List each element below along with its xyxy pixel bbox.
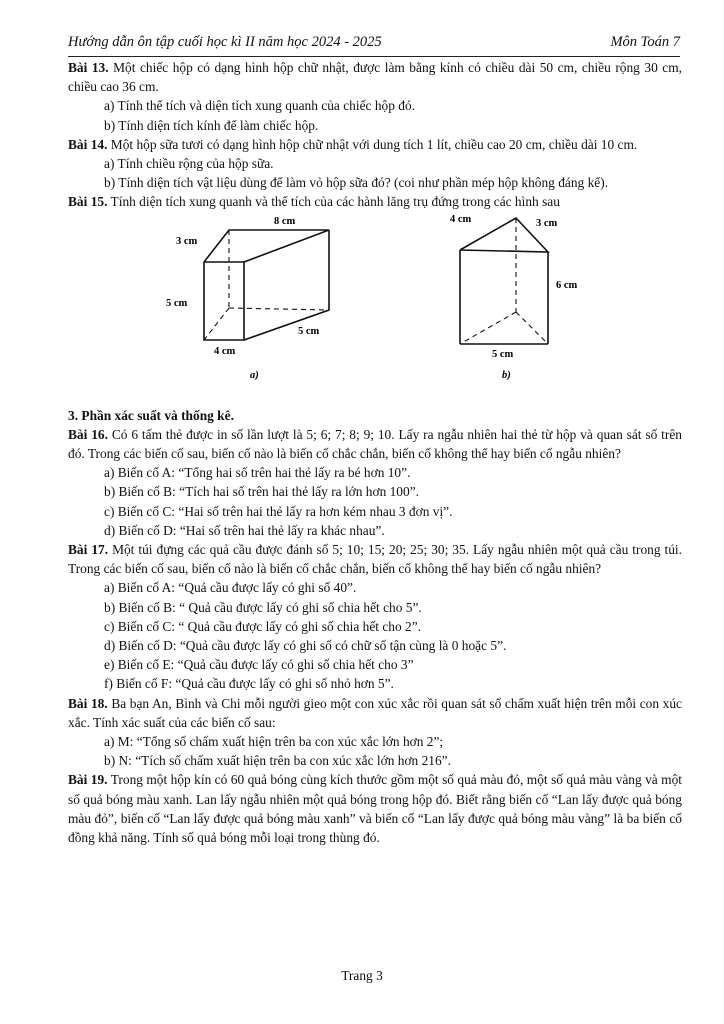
list-item: a) Biến cố A: “Quả cầu được lấy có ghi số 40”. [104, 580, 357, 596]
hidden-edge [460, 312, 516, 344]
exercise-14-a: a) Tính chiều rộng của hộp sữa. [104, 156, 274, 172]
exercise-13 [68, 58, 682, 96]
exercise-14 [68, 135, 682, 154]
figure-a-box-prism [164, 214, 344, 394]
list-item: c) Biến cố C: “Hai số trên hai thẻ lấy ra hơn kém nhau 3 đơn vị”. [104, 503, 453, 519]
prism-figures [68, 214, 682, 404]
exercise-label: Bài 14. [68, 136, 108, 152]
list-item: d) Biến cố D: “Hai số trên hai thẻ lấy ra khác nhau”. [104, 522, 385, 538]
exercise-label: Bài 16. [68, 426, 108, 442]
list-item: b) Biến cố B: “Tích hai số trên hai thẻ lấy ra lớn hơn 100”. [104, 484, 419, 500]
exercise-label: Bài 17. [68, 542, 109, 558]
exercise-16 [68, 425, 682, 463]
label-bottom: 5 cm [492, 348, 514, 360]
list-item: d) Biến cố D: “Quả cầu được lấy có ghi số có chữ số tận cùng là 0 hoặc 5”. [104, 638, 507, 654]
section-3-heading: 3. Phần xác suất và thống kê. [68, 407, 234, 423]
exercise-text: Ba bạn An, Bình và Chi mỗi người gieo một con xúc xắc rồi quan sát số chấm xuất hiện trên mỗi con xúc xắc. Tính xác suất của các biến cố sau: [68, 695, 682, 730]
label-right: 3 cm [536, 217, 558, 229]
exercise-19 [68, 770, 682, 847]
exercise-18 [68, 694, 682, 732]
exercise-13-a: a) Tính thể tích và diện tích xung quanh của chiếc hộp đó. [104, 98, 415, 114]
hidden-edge [516, 312, 548, 344]
list-item: a) Biến cố A: “Tổng hai số trên hai thẻ lấy ra bé hơn 10”. [104, 465, 411, 481]
front-face [204, 262, 244, 340]
page-header [68, 34, 680, 57]
exercise-13-b: b) Tính diện tích kính để làm chiếc hộp. [104, 117, 319, 133]
hidden-edge [204, 308, 229, 340]
caption-a: a) [250, 369, 259, 381]
list-item: f) Biến cố F: “Quả cầu được lấy có ghi số nhỏ hơn 5”. [104, 676, 394, 692]
exercise-label: Bài 13. [68, 60, 109, 75]
exercise-text: Một hộp sữa tươi có dạng hình hộp chữ nhật với dung tích 1 lít, chiều cao 20 cm, chiều dài 10 cm. [110, 136, 638, 152]
caption-b: b) [502, 369, 511, 381]
label-height: 6 cm [556, 279, 578, 291]
label-top: 8 cm [274, 215, 296, 227]
label-left: 4 cm [450, 213, 472, 225]
exercise-label: Bài 15. [68, 194, 108, 210]
exercise-text: Tính diện tích xung quanh và thể tích của các hành lăng trụ đứng trong các hình sau [107, 194, 560, 210]
exercise-label: Bài 18. [68, 695, 108, 711]
label-bottom: 4 cm [214, 345, 236, 357]
exercise-text: Một chiếc hộp có dạng hình hộp chữ nhật, được làm bằng kính có chiều dài 50 cm, chiều rộng 30 cm, chiều cao 36 cm. [68, 60, 682, 95]
list-item: c) Biến cố C: “ Quả cầu được lấy có ghi số chia hết cho 2”. [104, 618, 422, 634]
exercise-text: Có 6 tấm thẻ được in số lần lượt là 5; 6; 7; 8; 9; 10. Lấy ra ngẫu nhiên hai thẻ từ hộp và quan sát số trên đó. Trong các biến cố sau, biến cố nào là biến cố chắc chắn, biến cố không thể hay biến cố ngẫu nhiên? [68, 426, 682, 462]
exercise-17 [68, 540, 682, 578]
exercise-label: Bài 19. [68, 772, 108, 788]
page-number: Trang 3 [341, 968, 383, 983]
page-content [68, 58, 682, 847]
exercise-text: Trong một hộp kín có 60 quả bóng cùng kích thước gồm một số quả màu đỏ, một số quả màu vàng và một số quả bóng màu xanh. Lan lấy ngẫu nhiên một quả bóng trong hộp đó. Biết rằng biến cố “Lan lấy được quả bóng màu đỏ”, biến cố “Lan lấy được quả bóng màu xanh” và biến cố “Lan lấy được quả bóng màu vàng” là ba biến cố đồng khả năng. Tính số quả bóng mỗi loại trong thùng đó. [68, 772, 682, 846]
list-item: e) Biến cố E: “Quả cầu được lấy có ghi số chia hết cho 3” [104, 657, 414, 673]
header-title: Hướng dẫn ôn tập cuối học kì II năm học 2024 - 2025 [68, 34, 382, 50]
header-subject: Môn Toán 7 [610, 34, 680, 50]
label-height: 5 cm [166, 297, 188, 309]
label-depth: 5 cm [298, 325, 320, 337]
exercise-text: Một túi đựng các quả cầu được đánh số 5; 10; 15; 20; 25; 30; 35. Lấy ngẫu nhiên một quả cầu trong túi. Trong các biến cố sau, biến cố nào là biến cố chắc chắn, biến cố không thể hay biến cố ngẫu nhiên? [68, 542, 683, 577]
exercise-15 [68, 192, 682, 211]
list-item: b) Biến cố B: “ Quả cầu được lấy có ghi số chia hết cho 5”. [104, 599, 422, 615]
figure-b-triangular-prism [444, 214, 604, 394]
list-item: a) M: “Tổng số chấm xuất hiện trên ba con xúc xắc lớn hơn 2”; [104, 734, 444, 750]
label-side: 3 cm [176, 235, 198, 247]
top-face [204, 230, 329, 262]
exercise-14-b: b) Tính diện tích vật liệu dùng để làm vỏ hộp sữa đó? (coi như phần mép hộp không đáng kể). [104, 175, 609, 191]
list-item: b) N: “Tích số chấm xuất hiện trên ba con xúc xắc lớn hơn 216”. [104, 753, 451, 769]
top-triangle [460, 218, 548, 252]
